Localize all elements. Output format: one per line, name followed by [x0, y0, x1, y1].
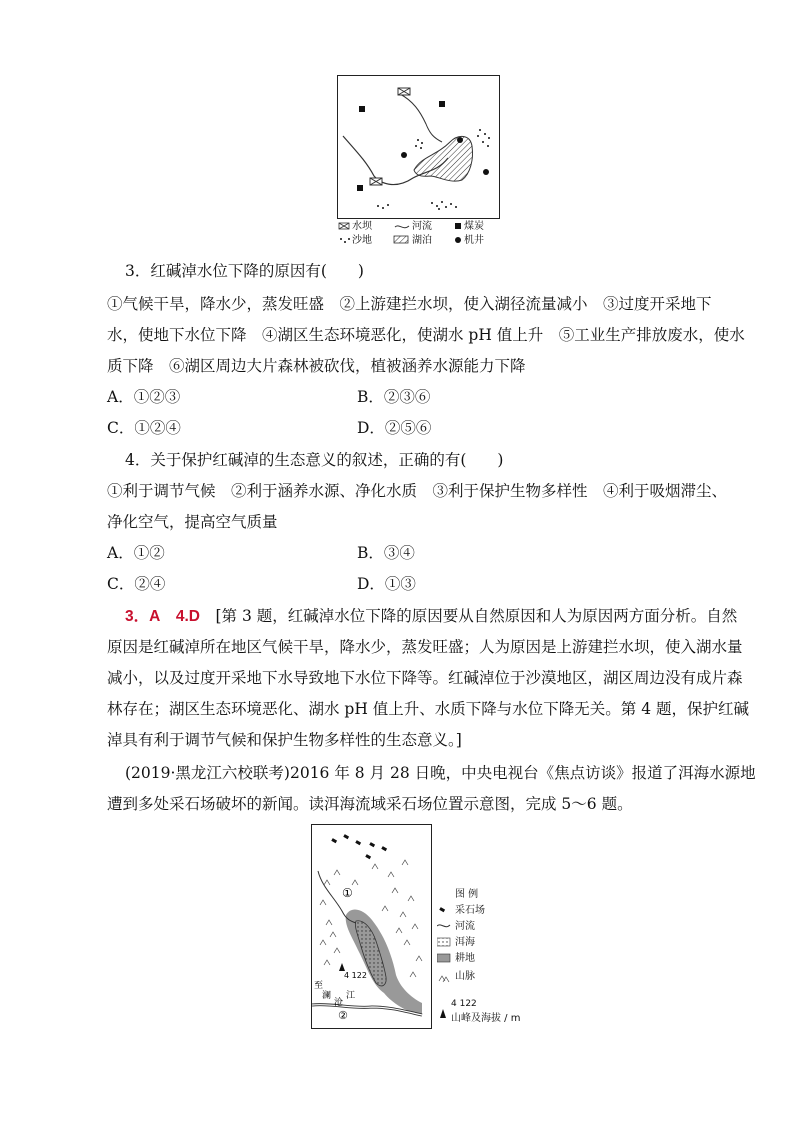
- answer-value3: A: [149, 608, 161, 625]
- legend-sand-icon: [340, 238, 350, 243]
- legend-farmland-label: 耕地: [455, 953, 475, 964]
- legend-peak-label: 山峰及海拔 / m: [451, 1013, 521, 1024]
- map1-coal-icon: [359, 106, 365, 112]
- intro-line2: 遭到多处采石场破坏的新闻。读洱海流域采石场位置示意图，完成 5～6 题。: [107, 795, 633, 813]
- legend-quarry-icon: [439, 907, 445, 912]
- q3-option-b[interactable]: B．②③⑥: [357, 388, 431, 406]
- map2-river-char-1: 澜: [322, 991, 332, 1001]
- map1-well-icon: [401, 152, 407, 158]
- q4-option-d[interactable]: D．①③: [357, 575, 416, 593]
- map1-well-icon: [483, 169, 489, 175]
- map1-frame: [337, 75, 500, 219]
- map1-svg: [338, 76, 499, 218]
- map2-legend: [437, 888, 557, 1028]
- map2-peak-value: 4 122: [344, 971, 367, 980]
- legend-coal-label: 煤炭: [464, 221, 484, 232]
- q3-option-d[interactable]: D．②⑤⑥: [357, 419, 432, 437]
- map1-legend: [337, 220, 498, 250]
- answer-num3: 3．: [125, 608, 150, 625]
- map2-river-char-2: 沧: [334, 998, 344, 1008]
- map2-marker1: ①: [342, 886, 353, 900]
- q4-items-line1: ①利于调节气候 ②利于涵养水源、净化水质 ③利于保护生物多样性 ④利于吸烟滞尘、: [107, 482, 728, 500]
- map1-well-icon: [457, 137, 463, 143]
- answer-num4: 4.: [175, 608, 189, 625]
- map1-coal-icon: [357, 185, 363, 191]
- legend-river-icon: [395, 226, 409, 228]
- map1-coal-icon: [439, 101, 445, 107]
- q4-option-a[interactable]: A．①②: [107, 544, 165, 562]
- map1-river-north: [400, 94, 442, 142]
- legend-well-icon: [455, 237, 461, 243]
- legend-lake-icon: [394, 236, 408, 243]
- legend-river-label: 河流: [412, 221, 432, 232]
- q4-stem: 4．关于保护红碱淖的生态意义的叙述，正确的有( ): [125, 451, 504, 469]
- q3-items-line2: 水，使地下水位下降 ④湖区生态环境恶化，使湖水 pH 值上升 ⑤工业生产排放废水，使水: [107, 326, 745, 344]
- legend-mountain-icon: [439, 976, 449, 982]
- legend-mountain-label: 山脉: [455, 971, 475, 982]
- q4-option-b[interactable]: B．③④: [357, 544, 415, 562]
- map2-marker2: ②: [338, 1009, 348, 1022]
- legend-dam-label: 水坝: [352, 221, 372, 232]
- answer-line4: 林存在；湖区生态环境恶化、湖水 pH 值上升、水质下降与水位下降无关。第 4 题，保护红碱: [107, 700, 750, 718]
- legend-peak-value: 4 122: [451, 999, 477, 1009]
- legend-well-label: 机井: [464, 235, 484, 246]
- answer-line3: 减小，以及过度开采地下水导致地下水位下降等。红碱淖位于沙漠地区，湖区周边没有成片森: [107, 669, 743, 687]
- legend-erhai-icon: [437, 938, 450, 946]
- q3-items-line1: ①气候干旱，降水少，蒸发旺盛 ②上游建拦水坝，使入湖径流量减小 ③过度开采地下: [107, 295, 712, 313]
- map2-peak-icon: [339, 963, 345, 971]
- legend-coal-icon: [455, 223, 461, 229]
- map2-quarry-icon: [331, 834, 387, 859]
- map1-dam-icon: [398, 88, 410, 95]
- legend-sand-label: 沙地: [352, 235, 372, 246]
- legend-erhai-label: 洱海: [455, 937, 475, 948]
- legend-farmland-icon: [437, 954, 450, 962]
- map1-dam-icon: [370, 178, 382, 185]
- map2-frame: [311, 824, 432, 1029]
- answer-value4: D: [188, 608, 200, 625]
- map2-to-label: 至: [314, 981, 324, 991]
- q3-option-c[interactable]: C．①②④: [107, 419, 181, 437]
- q3-items-line3: 质下降 ⑥湖区周边大片森林被砍伐，植被涵养水源能力下降: [107, 357, 526, 375]
- legend-peak-icon: [440, 1009, 446, 1018]
- map2-legend-title: 图 例: [455, 889, 479, 900]
- q3-stem: 3．红碱淖水位下降的原因有( ): [125, 262, 364, 280]
- q3-option-a[interactable]: A．①②③: [107, 388, 181, 406]
- answer-line2: 原因是红碱淖所在地区气候干旱，降水少，蒸发旺盛；人为原因是上游建拦水坝，使入湖水量: [107, 638, 743, 656]
- answer-line1: [125, 605, 737, 628]
- answer-text-line1: [第 3 题，红碱淖水位下降的原因要从自然原因和人为原因两方面分析。自然: [215, 607, 738, 625]
- map2-river-char-3: 江: [346, 991, 356, 1001]
- legend-river2-icon: [437, 925, 450, 927]
- q4-option-c[interactable]: C．②④: [107, 575, 166, 593]
- legend-quarry-label: 采石场: [455, 905, 485, 916]
- map2-svg: [312, 825, 431, 1028]
- answer-line5: 淖具有利于调节气候和保护生物多样性的生态意义。]: [107, 731, 462, 749]
- legend-lake-label: 湖泊: [412, 235, 432, 246]
- intro-line1: (2019·黑龙江六校联考)2016 年 8 月 28 日晚，中央电视台《焦点访谈》报道了洱海水源地: [125, 764, 756, 782]
- legend-dam-icon: [339, 223, 349, 229]
- legend-river2-label: 河流: [455, 921, 475, 932]
- q4-items-line2: 净化空气，提高空气质量: [107, 513, 278, 531]
